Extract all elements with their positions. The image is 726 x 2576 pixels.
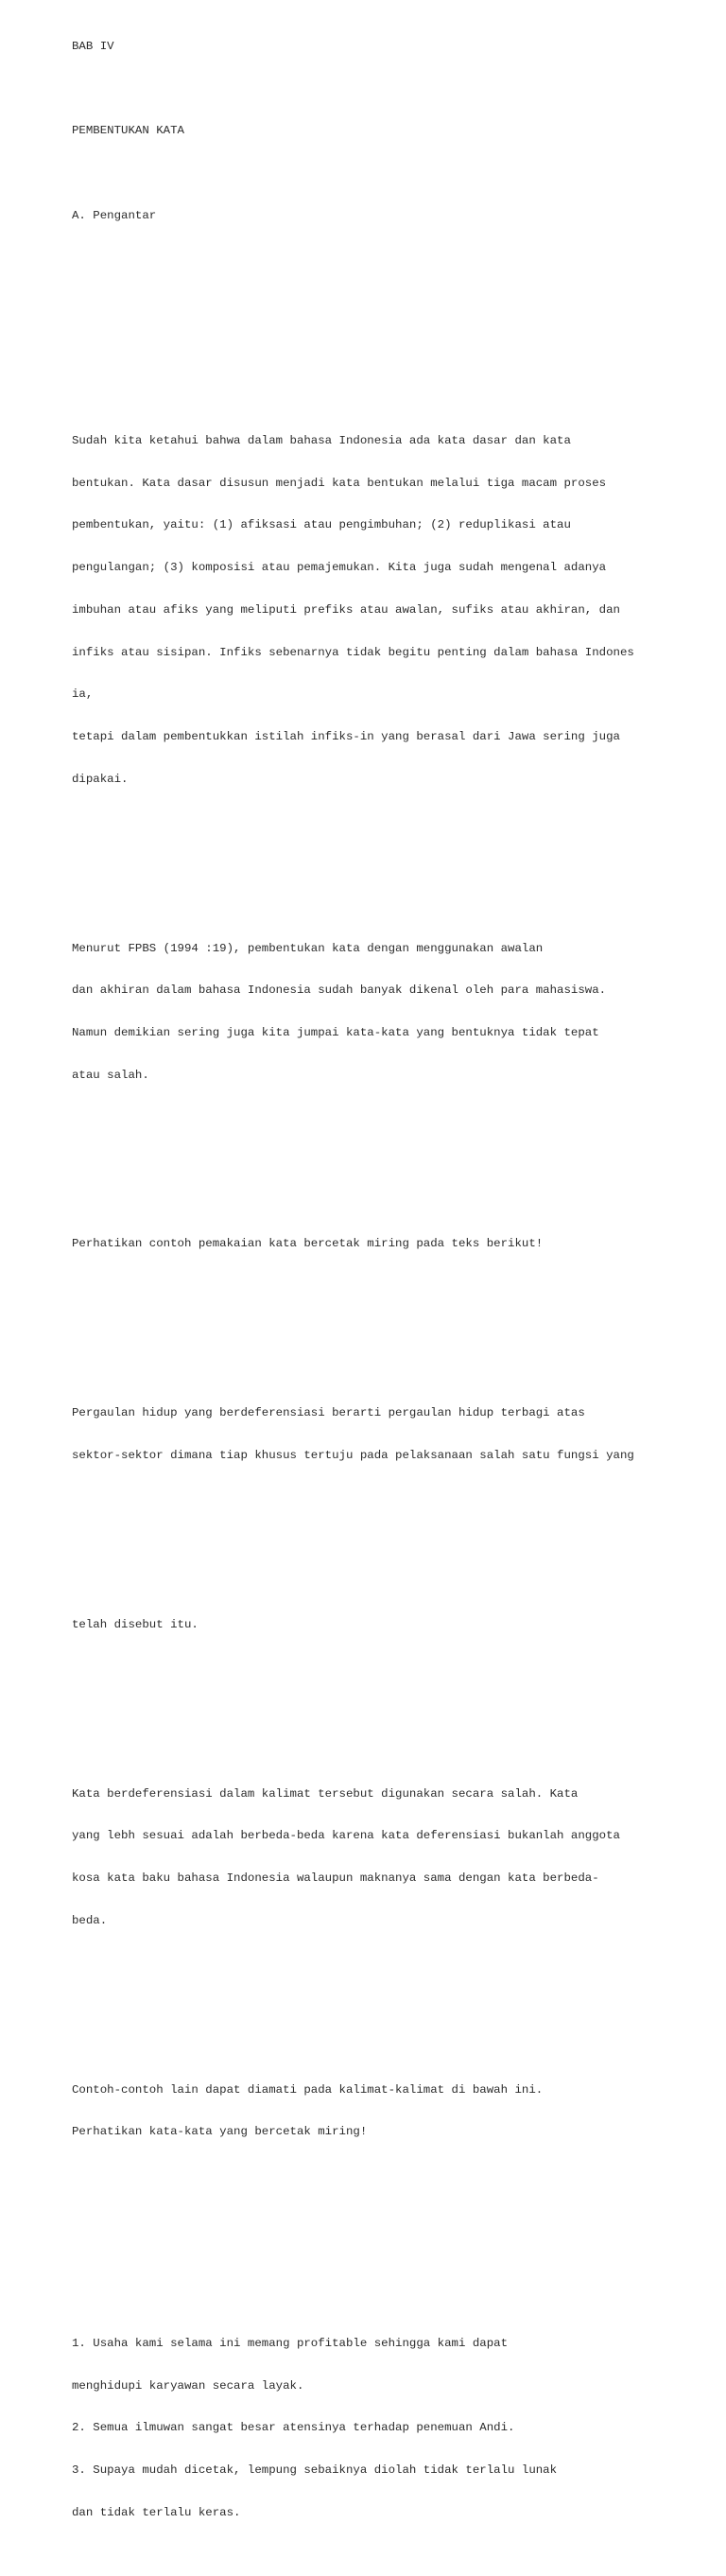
paragraph-instruction	[72, 1210, 696, 1280]
spacer	[72, 2196, 696, 2210]
chapter-title: PEMBENTUKAN KATA	[72, 124, 184, 138]
spacer	[72, 2238, 696, 2253]
chapter-heading: BAB IV	[72, 39, 114, 53]
example-list	[72, 2308, 696, 2548]
list-item: 1. Usaha kami selama ini memang profitable sehingga kami dapat	[72, 2336, 509, 2350]
paragraph-line: infiks atau sisipan. Infiks sebenarnya tidak begitu penting dalam bahasa Indones	[72, 645, 634, 659]
paragraph-example-continuation	[72, 1590, 696, 1661]
paragraph-line: bentukan. Kata dasar disusun menjadi kata bentukan melalui tiga macam proses	[72, 476, 607, 490]
paragraph-line: imbuhan atau afiks yang meliputi prefiks atau awalan, sufiks atau akhiran, dan	[72, 602, 620, 617]
spacer	[72, 1520, 696, 1534]
spacer	[72, 1984, 696, 1998]
paragraph-line: tetapi dalam pembentukkan istilah infiks-in yang berasal dari Jawa sering juga	[72, 729, 620, 743]
document-body	[72, 11, 696, 2576]
paragraph-line: dipakai.	[72, 772, 129, 786]
paragraph-line: ia,	[72, 688, 94, 702]
spacer	[72, 1308, 696, 1322]
paragraph-line: dan akhiran dalam bahasa Indonesia sudah banyak dikenal oleh para mahasiswa.	[72, 983, 607, 998]
spacer	[72, 251, 696, 265]
paragraph-intro	[72, 406, 696, 814]
paragraph-example-text	[72, 1379, 696, 1491]
spacer	[72, 82, 696, 96]
section-heading: A. Pengantar	[72, 208, 157, 222]
spacer	[72, 166, 696, 181]
paragraph-line: Kata berdeferensiasi dalam kalimat tersebut digunakan secara salah. Kata	[72, 1786, 579, 1801]
spacer	[72, 843, 696, 857]
paragraph-line: Menurut FPBS (1994 :19), pembentukan kata dengan menggunakan awalan	[72, 941, 544, 955]
spacer	[72, 293, 696, 307]
paragraph-line: kosa kata baku bahasa Indonesia walaupun maknanya sama dengan kata berbeda-	[72, 1871, 599, 1886]
paragraph-line: telah disebut itu.	[72, 1617, 199, 1631]
paragraph-line: Pergaulan hidup yang berdeferensiasi berarti pergaulan hidup terbagi atas	[72, 1406, 585, 1420]
paragraph-line: yang lebh sesuai adalah berbeda-beda karena kata deferensiasi bukanlah anggota	[72, 1829, 620, 1843]
paragraph-explanation	[72, 1759, 696, 1957]
paragraph-line: pembentukan, yaitu: (1) afiksasi atau pengimbuhan; (2) reduplikasi atau	[72, 518, 571, 532]
spacer	[72, 336, 696, 350]
paragraph-fpbs	[72, 914, 696, 1111]
list-item: dan tidak terlalu keras.	[72, 2505, 241, 2519]
paragraph-more-examples	[72, 2055, 696, 2167]
paragraph-line: Contoh-contoh lain dapat diamati pada kalimat-kalimat di bawah ini.	[72, 2082, 544, 2097]
paragraph-line: Sudah kita ketahui bahwa dalam bahasa Indonesia ada kata dasar dan kata	[72, 434, 571, 448]
paragraph-line: Namun demikian sering juga kita jumpai kata-kata yang bentuknya tidak tepat	[72, 1025, 599, 1039]
spacer	[72, 1688, 696, 1702]
paragraph-line: Perhatikan kata-kata yang bercetak miring!	[72, 2125, 368, 2139]
paragraph-line: atau salah.	[72, 1068, 149, 1082]
list-item: 3. Supaya mudah dicetak, lempung sebaiknya diolah tidak terlalu lunak	[72, 2463, 558, 2478]
paragraph-line: sektor-sektor dimana tiap khusus tertuju pada pelaksanaan salah satu fungsi yang	[72, 1449, 634, 1463]
spacer	[72, 1139, 696, 1153]
list-item: menghidupi karyawan secara layak.	[72, 2378, 304, 2393]
list-item: 2. Semua ilmuwan sangat besar atensinya terhadap penemuan Andi.	[72, 2421, 515, 2435]
paragraph-line: beda.	[72, 1913, 108, 1927]
paragraph-line: pengulangan; (3) komposisi atau pemajemukan. Kita juga sudah mengenal adanya	[72, 561, 607, 575]
paragraph-line: Perhatikan contoh pemakaian kata bercetak miring pada teks berikut!	[72, 1237, 544, 1251]
